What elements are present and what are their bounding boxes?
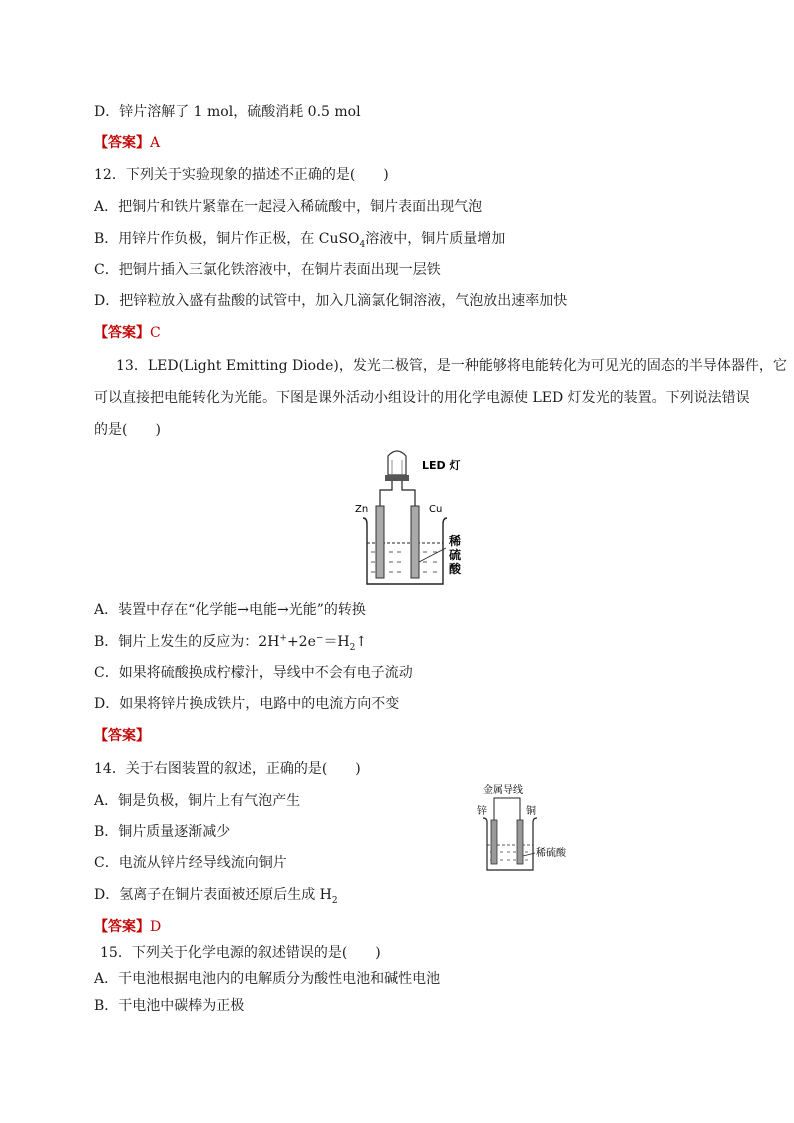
answer-label: 【答案】 xyxy=(94,919,150,935)
q13-stem-line3: 的是( ) xyxy=(94,422,161,438)
zn-label: Zn xyxy=(355,504,369,515)
q14-stem: 14．关于右图装置的叙述，正确的是( ) xyxy=(94,761,361,777)
q12-option-b xyxy=(94,230,505,248)
copper-label: 铜 xyxy=(526,806,536,817)
q12-option-a: A．把铜片和铁片紧靠在一起浸入稀硫酸中，铜片表面出现气泡 xyxy=(94,199,483,215)
q14-answer xyxy=(94,918,161,936)
zn-electrode xyxy=(376,506,384,578)
subscript: 4 xyxy=(359,239,366,250)
subscript: 2 xyxy=(331,895,338,906)
q14-option-b: B．铜片质量逐渐减少 xyxy=(94,824,231,840)
q11-option-d: D．锌片溶解了 1 mol，硫酸消耗 0.5 mol xyxy=(94,104,361,120)
wire-right xyxy=(402,481,415,508)
wire-left xyxy=(380,481,392,508)
q13-option-b-pre: B．铜片上发生的反应为：2H xyxy=(94,634,280,650)
q12-stem: 12．下列关于实验现象的描述不正确的是( ) xyxy=(94,167,389,183)
q13-option-b xyxy=(94,633,367,651)
copper-electrode xyxy=(517,820,523,864)
cu-electrode xyxy=(411,506,419,578)
led-base-icon xyxy=(385,475,409,481)
q13-answer xyxy=(94,727,150,745)
q12-option-b-pre: B．用锌片作负极，铜片作正极，在 CuSO xyxy=(94,231,360,247)
wire-label: 金属导线 xyxy=(483,785,523,796)
q12-answer xyxy=(94,324,161,342)
q12-option-c: C．把铜片插入三氯化铁溶液中，在铜片表面出现一层铁 xyxy=(94,262,441,278)
q13-stem-line2: 可以直接把电能转化为光能。下图是课外活动小组设计的用化学电源使 LED 灯发光的装置。下列说法错误 xyxy=(94,390,750,406)
q14-option-d xyxy=(94,886,338,904)
q13-stem-line1: 13．LED(Light Emitting Diode)，发光二极管，是一种能够将电能转化为可见光的固态的半导体器件，它 xyxy=(116,358,787,374)
answer-label: 【答案】 xyxy=(94,135,150,151)
metal-wire xyxy=(494,798,520,822)
zinc-label: 锌 xyxy=(477,806,487,817)
q14-option-c: C．电流从锌片经导线流向铜片 xyxy=(94,855,287,871)
q13-option-a: A．装置中存在“化学能→电能→光能”的转换 xyxy=(94,602,366,618)
answer-label: 【答案】 xyxy=(94,325,150,341)
q14-option-a: A．铜是负极，铜片上有气泡产生 xyxy=(94,793,301,809)
q15-option-a: A．干电池根据电池内的电解质分为酸性电池和碱性电池 xyxy=(94,971,441,987)
q13-option-d: D．如果将锌片换成铁片，电路中的电流方向不变 xyxy=(94,696,400,712)
subscript: 2 xyxy=(349,642,356,653)
cu-label: Cu xyxy=(429,504,443,515)
led-bulb-icon xyxy=(388,451,406,475)
answer-value: C xyxy=(150,325,161,341)
superscript: − xyxy=(315,633,324,644)
q12-option-b-post: 溶液中，铜片质量增加 xyxy=(365,231,506,247)
q13-option-c: C．如果将硫酸换成柠檬汁，导线中不会有电子流动 xyxy=(94,665,413,681)
led-label: LED 灯 xyxy=(422,459,461,472)
zinc-electrode xyxy=(491,820,497,864)
answer-label: 【答案】 xyxy=(94,728,150,744)
answer-value: D xyxy=(150,919,162,935)
q14-option-d-pre: D．氢离子在铜片表面被还原后生成 H xyxy=(94,887,332,903)
solution-label: 稀 硫 酸 xyxy=(449,534,462,576)
q15-stem: 15．下列关于化学电源的叙述错误的是( ) xyxy=(100,945,381,961)
q15-option-b: B．干电池中碳棒为正极 xyxy=(94,998,245,1014)
led-cell-figure xyxy=(345,448,475,590)
answer-value: A xyxy=(150,135,161,151)
cell-figure xyxy=(473,780,583,874)
q12-option-d: D．把锌粒放入盛有盐酸的试管中，加入几滴氯化铜溶液，气泡放出速率加快 xyxy=(94,293,568,309)
q13-option-b-mid: +2e xyxy=(286,634,316,650)
q11-answer xyxy=(94,134,160,152)
q13-option-b-post: ↑ xyxy=(355,634,368,650)
solution-label: 稀硫酸 xyxy=(536,848,566,859)
superscript: + xyxy=(279,633,287,644)
q13-option-b-eq: ＝H xyxy=(323,634,350,650)
